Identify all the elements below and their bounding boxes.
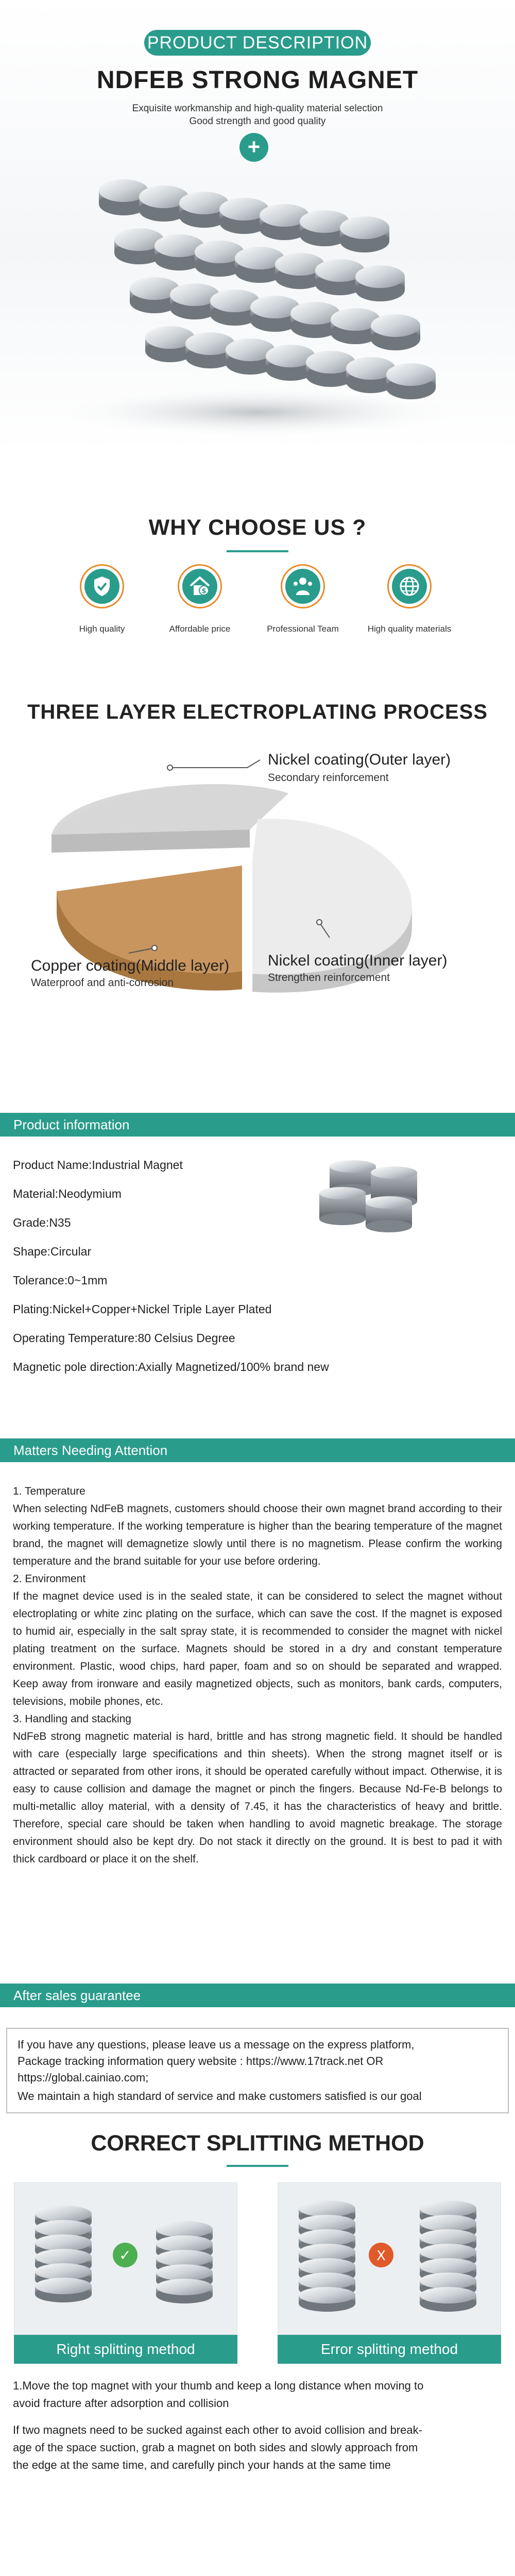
outer-layer-name: Nickel coating(Outer layer): [268, 751, 451, 768]
matters-needing-attention-header: Matters Needing Attention: [13, 1443, 168, 1458]
plus-icon: +: [239, 133, 268, 162]
why-item-high-quality-materials: [358, 564, 461, 634]
after-sales-section: [0, 2007, 515, 2121]
check-mark-icon: ✓: [119, 2247, 131, 2264]
split-text-2-line3: the edge at the same time, and carefully pinch your hands at the same time: [13, 2459, 391, 2471]
after-sales-bar: [0, 1984, 515, 2007]
magnet-stack-image: [0, 170, 515, 448]
after-sales-line4: We maintain a high standard of service and make customers satisfied is our goal: [18, 2090, 422, 2103]
right-method-caption: Right splitting method: [14, 2335, 237, 2364]
hero-section: [0, 0, 515, 453]
why-item-label: Affordable price: [169, 624, 231, 634]
product-information-section: [0, 1137, 515, 1438]
spec-magnetic-pole: Magnetic pole direction:Axially Magnetized/100% brand new: [13, 1360, 329, 1374]
title-underline: [227, 2165, 288, 2167]
splitting-method-title: CORRECT SPLITTING METHOD: [91, 2131, 424, 2156]
inner-layer-name: Nickel coating(Inner layer): [268, 952, 448, 969]
spec-material: Material:Neodymium: [13, 1187, 122, 1200]
house-price-icon: [178, 564, 222, 608]
why-item-label: High quality: [79, 624, 125, 634]
split-text-1-line2: avoid fracture after adsorption and collision: [13, 2397, 229, 2410]
why-item-professional-team: [259, 564, 347, 634]
title-underline: [227, 550, 288, 552]
split-text-2-line2: age of the space suction, grab a magnet on both sides and slowly approach from: [13, 2441, 418, 2454]
middle-layer-desc: Waterproof and anti-corrosion: [31, 977, 174, 989]
spec-plating: Plating:Nickel+Copper+Nickel Triple Layer Plated: [13, 1302, 272, 1316]
split-text-2-line1: If two magnets need to be sucked against each other to avoid collision and break-: [13, 2424, 422, 2436]
environment-text: If the magnet device used is in the sealed state, it can be considered to select the magnet without electroplating or white zinc plating on the surface, which can save the cost. If the magnet is exposed to humid air, especially in the salt spray state, it is recommended to consider the magnet with nickel plating treatment on the surface. Magnets should be stored in a dry and constant temperature environment. Plastic, wood chips, hard paper, foam and so on should be separated and wrapped. Keep away from ironware and easily magnetized objects, such as monitors, bank cards, computers, televisions, mobile phones, etc.: [13, 1590, 502, 1707]
handling-text: NdFeB strong magnetic material is hard, brittle and has strong magnetic field. It should be handled with care (especially large specifications and thin sheets). When the strong magnet itself or is attracted or separated from other irons, it should be operated carefully without impact. Otherwise, it is easy to cause collision and damage the magnet or pinch the fingers. Because Nd-Fe-B belongs to multi-metallic alloy material, with a density of 7.45, it has the characteristics of heavy and brittle. Therefore, special care should be taken when handling to avoid magnetic breakage. The storage environment should also be kept dry. Do not stack it directly on the ground. It is best to pad it with thick cardboard or place it on the shelf.: [13, 1731, 502, 1865]
error-method-caption: Error splitting method: [278, 2335, 501, 2364]
temperature-text: When selecting NdFeB magnets, customers should choose their own magnet brand according to their working temperature. If the working temperature is higher than the bearing temperature of the magnet brand, the magnet will demagnetize slowly until there is no magnetism. Please confirm the working temperature and the brand suitable for your use before ordering.: [13, 1503, 502, 1567]
split-text-1-line1: 1.Move the top magnet with your thumb and keep a long distance when moving to: [13, 2379, 424, 2392]
why-item-high-quality: [58, 564, 146, 634]
hero-title: NDFEB STRONG MAGNET: [96, 66, 419, 94]
after-sales-header: After sales guarantee: [13, 1988, 141, 2003]
spec-operating-temperature: Operating Temperature:80 Celsius Degree: [13, 1331, 235, 1345]
environment-heading: 2. Environment: [13, 1573, 86, 1585]
why-item-label: High quality materials: [367, 624, 452, 634]
product-information-header: Product information: [13, 1117, 130, 1132]
x-mark-icon: X: [376, 2248, 386, 2264]
layer-pie-diagram: [0, 737, 515, 1046]
why-item-label: Professional Team: [267, 624, 339, 634]
inner-layer-desc: Strengthen reinforcement: [268, 972, 390, 984]
outer-layer-desc: Secondary reinforcement: [268, 772, 389, 784]
split-text-1: [13, 2377, 423, 2412]
shield-check-icon: [80, 564, 124, 608]
splitting-method-section: [0, 2121, 515, 2576]
team-icon: [281, 564, 325, 608]
matters-section: [0, 1462, 515, 1984]
hero-subtitle-line2: Good strength and good quality: [189, 116, 326, 127]
three-layer-title: THREE LAYER ELECTROPLATING PROCESS: [27, 701, 488, 723]
after-sales-line1: If you have any questions, please leave us a message on the express platform,: [18, 2038, 415, 2051]
spec-tolerance: Tolerance:0~1mm: [13, 1274, 108, 1287]
matters-needing-attention-bar: [0, 1438, 515, 1462]
magnet-discs-image: [309, 1152, 433, 1240]
three-layer-section: [0, 659, 515, 1113]
product-information-bar: [0, 1113, 515, 1137]
temperature-heading: 1. Temperature: [13, 1485, 85, 1497]
error-method-image: [278, 2182, 501, 2335]
after-sales-line3: https://global.cainiao.com;: [18, 2071, 149, 2084]
middle-layer-name: Copper coating(Middle layer): [31, 957, 230, 974]
hero-subtitle: [0, 102, 515, 128]
split-text-2: [13, 2421, 422, 2474]
svg-text:$: $: [201, 587, 207, 595]
after-sales-line2: Package tracking information query website : https://www.17track.net OR: [18, 2055, 384, 2067]
handling-heading: 3. Handling and stacking: [13, 1713, 131, 1725]
why-choose-us-title: WHY CHOOSE US ?: [148, 515, 367, 540]
globe-icon: [387, 564, 432, 608]
hero-subtitle-line1: Exquisite workmanship and high-quality material selection: [132, 103, 383, 114]
spec-shape: Shape:Circular: [13, 1245, 92, 1258]
right-method-image: [14, 2182, 237, 2335]
product-description-badge: PRODUCT DESCRIPTION: [144, 30, 371, 56]
why-choose-us-section: [0, 453, 515, 659]
spec-grade: Grade:N35: [13, 1216, 71, 1229]
why-item-affordable-price: [156, 564, 244, 634]
after-sales-box: [6, 2028, 509, 2113]
spec-product-name: Product Name:Industrial Magnet: [13, 1158, 183, 1172]
